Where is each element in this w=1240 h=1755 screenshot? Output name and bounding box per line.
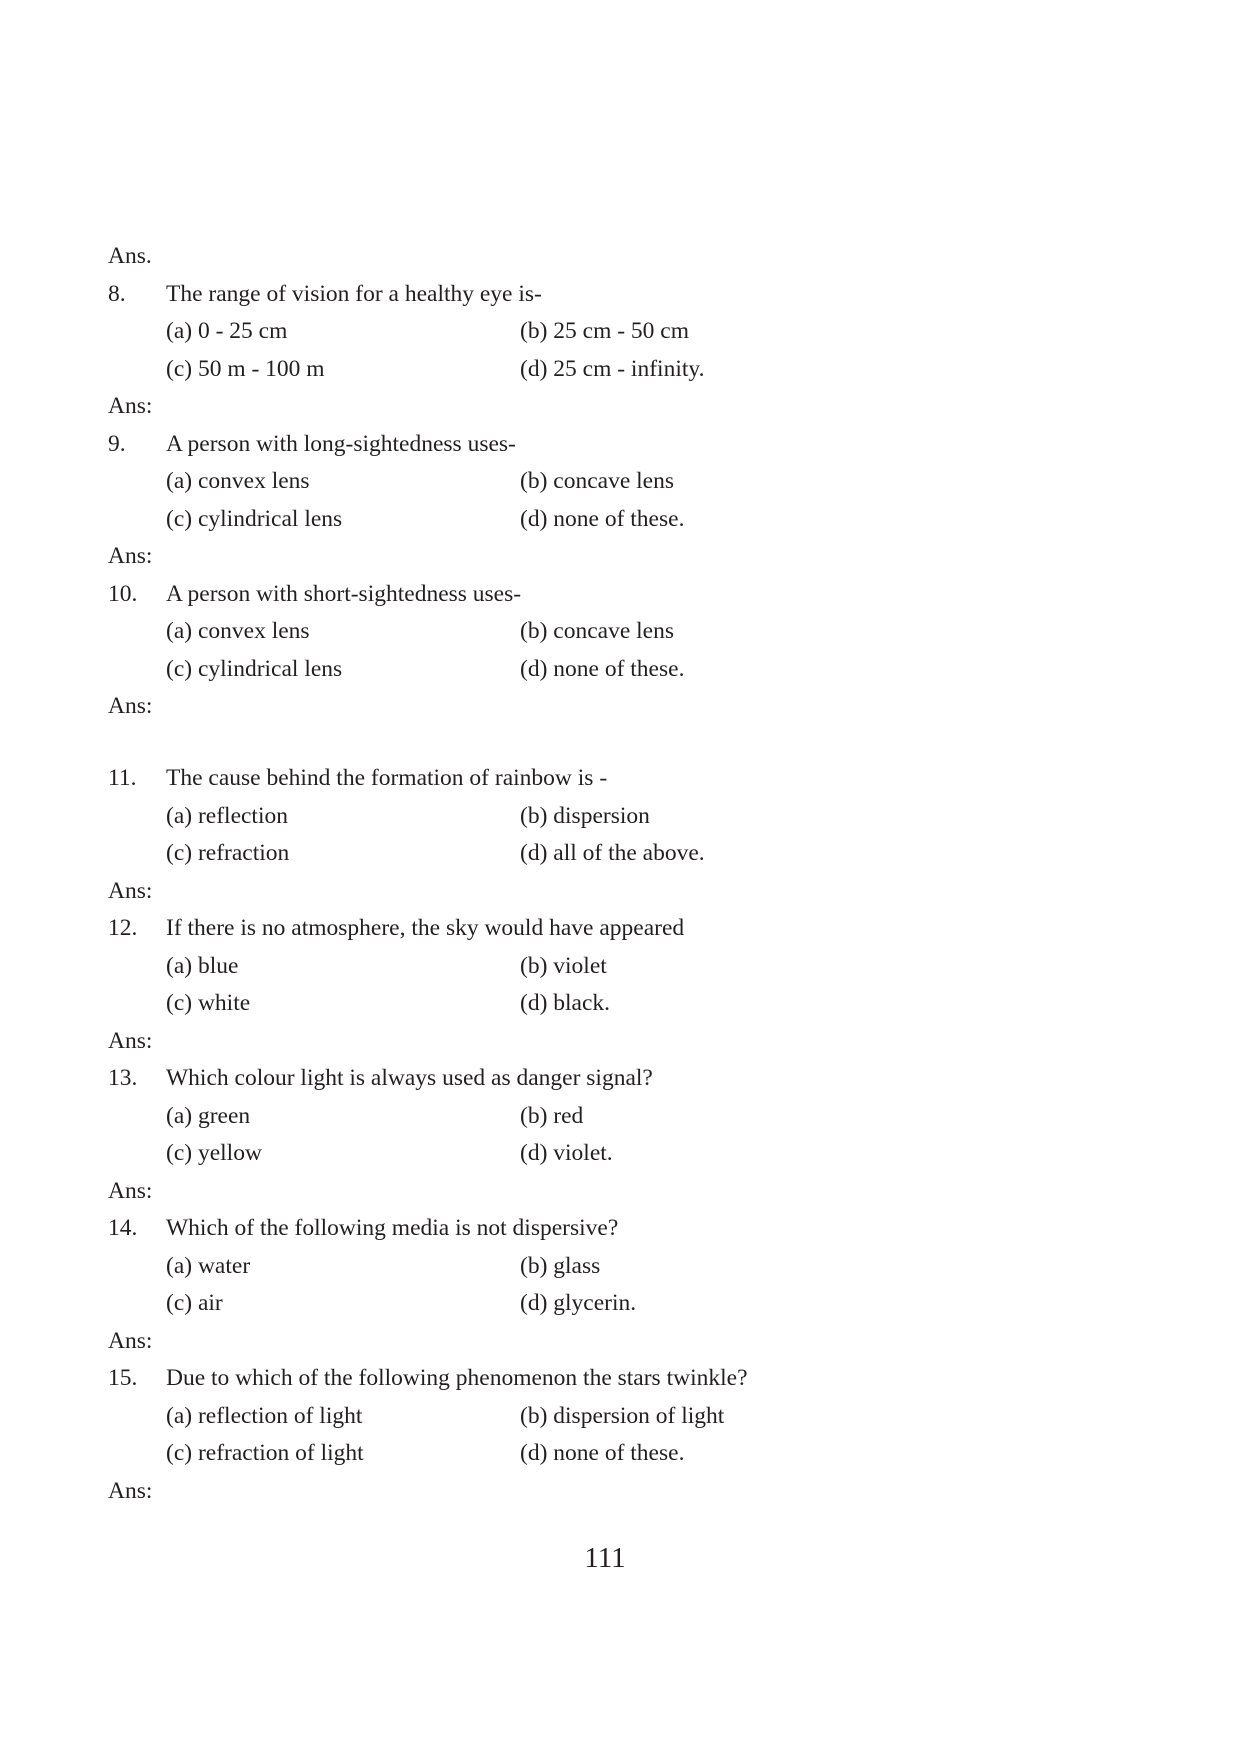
option-b: (b) glass <box>520 1252 601 1279</box>
options-row <box>108 1285 1108 1323</box>
question-line <box>108 426 1108 464</box>
answer-line <box>108 1023 1108 1061</box>
question-number: 9. <box>108 430 126 457</box>
option-a: (a) 0 - 25 cm <box>166 318 288 344</box>
options-row <box>108 313 1108 351</box>
option-b: (b) concave lens <box>520 468 674 494</box>
options-row <box>108 351 1108 389</box>
answer-label: Ans: <box>108 1327 153 1354</box>
option-b: (b) dispersion <box>520 802 650 829</box>
option-d: (d) all of the above. <box>520 840 705 866</box>
option-a: (a) convex lens <box>166 468 310 494</box>
option-a: (a) blue <box>166 952 239 979</box>
question-block-bottom <box>108 760 1108 1510</box>
answer-label: Ans: <box>108 693 153 719</box>
question-number: 14. <box>108 1215 138 1241</box>
answer-line <box>108 238 1108 276</box>
options-row <box>108 985 1108 1023</box>
option-a: (a) reflection of light <box>166 1402 363 1429</box>
answer-label: Ans: <box>108 1027 153 1054</box>
option-d: (d) none of these. <box>520 1440 685 1466</box>
question-number: 15. <box>108 1365 138 1391</box>
option-a: (a) water <box>166 1252 251 1279</box>
answer-label: Ans. <box>108 243 152 269</box>
option-c: (c) yellow <box>166 1140 262 1166</box>
options-row <box>108 1435 1108 1473</box>
answer-label: Ans: <box>108 393 153 419</box>
question-text: Which colour light is always used as danger signal? <box>166 1065 653 1091</box>
question-line <box>108 1360 1108 1398</box>
page-number: 111 <box>584 1542 626 1574</box>
options-row <box>108 501 1108 539</box>
option-c: (c) white <box>166 990 251 1016</box>
answer-label: Ans: <box>108 1477 153 1504</box>
option-b: (b) concave lens <box>520 618 674 644</box>
answer-line <box>108 688 1108 726</box>
option-d: (d) violet. <box>520 1140 613 1166</box>
option-d: (d) none of these. <box>520 505 685 532</box>
answer-label: Ans: <box>108 543 153 569</box>
option-d: (d) glycerin. <box>520 1290 637 1316</box>
option-d: (d) none of these. <box>520 655 685 682</box>
question-number: 13. <box>108 1065 138 1091</box>
question-line <box>108 1210 1108 1248</box>
question-text: Which of the following media is not dispersive? <box>166 1215 619 1241</box>
option-b: (b) dispersion of light <box>520 1402 725 1429</box>
question-number: 10. <box>108 580 138 607</box>
question-number: 11. <box>108 765 137 791</box>
option-b: (b) 25 cm - 50 cm <box>520 318 690 344</box>
option-c: (c) air <box>166 1290 223 1316</box>
answer-label: Ans: <box>108 1177 153 1204</box>
option-b: (b) red <box>520 1102 584 1129</box>
question-line <box>108 910 1108 948</box>
question-text: A person with short-sightedness uses- <box>166 580 522 607</box>
question-line <box>108 576 1108 614</box>
options-row <box>108 1398 1108 1436</box>
question-number: 12. <box>108 915 138 941</box>
question-text: The range of vision for a healthy eye is- <box>166 280 542 307</box>
question-text: Due to which of the following phenomenon the stars twinkle? <box>166 1365 748 1391</box>
option-a: (a) convex lens <box>166 618 310 644</box>
answer-label: Ans: <box>108 877 153 904</box>
options-row <box>108 613 1108 651</box>
question-text: The cause behind the formation of rainbow is - <box>166 765 608 791</box>
options-row <box>108 1135 1108 1173</box>
options-row <box>108 798 1108 836</box>
option-c: (c) cylindrical lens <box>166 505 343 532</box>
options-row <box>108 651 1108 689</box>
question-block-top <box>108 238 1108 726</box>
option-c: (c) refraction <box>166 840 290 866</box>
option-b: (b) violet <box>520 952 607 979</box>
answer-line <box>108 873 1108 911</box>
question-line <box>108 760 1108 798</box>
option-d: (d) 25 cm - infinity. <box>520 355 705 382</box>
options-row <box>108 1098 1108 1136</box>
answer-line <box>108 388 1108 426</box>
options-row <box>108 463 1108 501</box>
option-a: (a) reflection <box>166 802 288 829</box>
answer-line <box>108 538 1108 576</box>
answer-line <box>108 1473 1108 1511</box>
option-d: (d) black. <box>520 990 611 1016</box>
options-row <box>108 835 1108 873</box>
options-row <box>108 948 1108 986</box>
question-line <box>108 1060 1108 1098</box>
option-c: (c) cylindrical lens <box>166 655 343 682</box>
option-c: (c) 50 m - 100 m <box>166 355 325 382</box>
options-row <box>108 1248 1108 1286</box>
option-a: (a) green <box>166 1102 251 1129</box>
question-line <box>108 276 1108 314</box>
question-number: 8. <box>108 280 126 307</box>
answer-line <box>108 1173 1108 1211</box>
answer-line <box>108 1323 1108 1361</box>
question-text: A person with long-sightedness uses- <box>166 430 516 457</box>
option-c: (c) refraction of light <box>166 1440 364 1466</box>
question-text: If there is no atmosphere, the sky would have appeared <box>166 915 685 941</box>
